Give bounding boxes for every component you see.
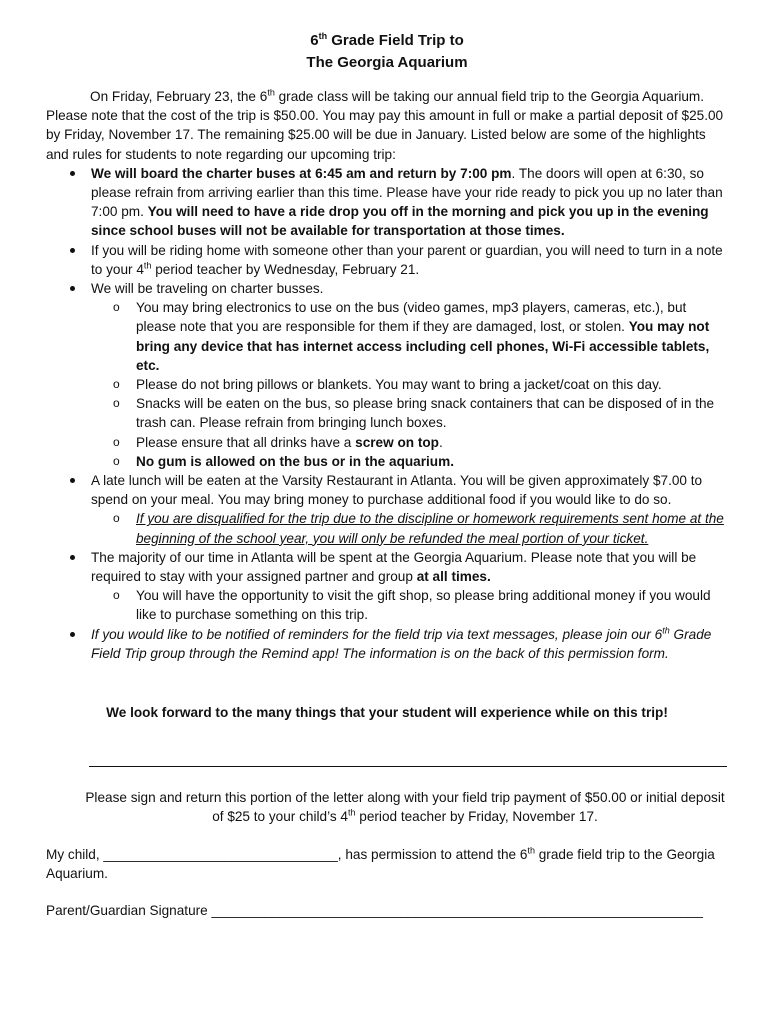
bus-rules-sublist	[91, 298, 728, 471]
page-title	[46, 30, 728, 74]
tear-off-divider	[89, 766, 727, 767]
title-line-2: The Georgia Aquarium	[306, 54, 468, 71]
sub-item-refund-policy: o If you are disqualified for the trip due to the discipline or homework requirements sent home at the beginning of the school year, you will only be refunded the meal portion of your ticket.	[91, 509, 728, 547]
title-line-1: 6th Grade Field Trip to	[310, 31, 464, 49]
list-item-bus-times: We will board the charter buses at 6:45 am and return by 7:00 pm. The doors will open at 6:30, so please refrain from arriving earlier than this time. Please have your ride ready to pick you up no later than 7:00 pm. You will need to have a ride drop you off in the morning and pick you up in the evening since school buses will not be available for transportation at those times.	[46, 164, 728, 241]
permission-statement: My child, _______________________________, has permission to attend the 6th grade field trip to the Georgia Aquarium.	[46, 845, 715, 882]
signature-line: Parent/Guardian Signature _________________________________________________________________	[46, 903, 703, 918]
closing-statement: We look forward to the many things that your student will experience while on this trip!	[106, 705, 668, 721]
sub-item-gift-shop: o You will have the opportunity to visit the gift shop, so please bring additional money if you would like to purchase something on this trip.	[91, 586, 728, 624]
sub-item-electronics: o You may bring electronics to use on the bus (video games, mp3 players, cameras, etc.), but please note that you are responsible for them if they are damaged, lost, or stolen. You may not bring any device that has internet access including cell phones, Wi-Fi accessible tablets, etc.	[91, 298, 728, 375]
list-item-charter-busses: We will be traveling on charter busses. o You may bring electronics to use on the bus (video games, mp3 players, cameras, etc.), but please note that you are responsible for them if they are damaged, lost, or stolen. You may not bring any device that has internet access including cell phones, Wi-Fi accessible tablets, etc. o Please do not bring pillows or blankets. You may want to bring a jacket/coat on this day. o Snacks will be eaten on the bus, so please bring snack containers that can be disposed of in the trash can. Please refrain from bringing lunch boxes. o Please ensure that all drinks have a screw on top. o No gum is allowed on the bus or in the aquarium.	[46, 279, 728, 471]
lunch-sublist	[91, 509, 728, 547]
sub-item-snacks: o Snacks will be eaten on the bus, so please bring snack containers that can be disposed of in the trash can. Please refrain from bringing lunch boxes.	[91, 394, 728, 432]
list-item-remind-app: If you would like to be notified of reminders for the field trip via text messages, please join our 6th Grade Field Trip group through the Remind app! The information is on the back of this permission form.	[46, 625, 728, 663]
aquarium-sublist	[91, 586, 728, 624]
permission-letter	[46, 30, 728, 722]
sub-item-no-gum: o No gum is allowed on the bus or in the aquarium.	[91, 452, 728, 471]
sub-item-drinks: o Please ensure that all drinks have a screw on top.	[91, 433, 728, 452]
rules-list	[46, 164, 728, 663]
list-item-lunch: A late lunch will be eaten at the Varsity Restaurant in Atlanta. You will be given approximately $7.00 to spend on your meal. You may bring money to purchase additional food if you would like to do so. o If you are disqualified for the trip due to the discipline or homework requirements sent home at the beginning of the school year, you will only be refunded the meal portion of your ticket.	[46, 471, 728, 548]
intro-paragraph: On Friday, February 23, the 6th grade class will be taking our annual field trip to the Georgia Aquarium. Please note that the cost of the trip is $50.00. You may pay this amount in full or make a partial deposit of $25.00 by Friday, November 17. The remaining $25.00 will be due in January. Listed below are some of the highlights and rules for students to note regarding our upcoming trip:	[46, 87, 724, 162]
list-item-aquarium: The majority of our time in Atlanta will be spent at the Georgia Aquarium. Please note that you will be required to stay with your assigned partner and group at all times. o You will have the opportunity to visit the gift shop, so please bring additional money if you would like to purchase something on this trip.	[46, 548, 728, 625]
list-item-riding-home: If you will be riding home with someone other than your parent or guardian, you will need to turn in a note to your 4th period teacher by Wednesday, February 21.	[46, 241, 728, 279]
sub-item-pillows: o Please do not bring pillows or blankets. You may want to bring a jacket/coat on this day.	[91, 375, 728, 394]
return-instructions: Please sign and return this portion of the letter along with your field trip payment of $50.00 or initial deposit of $25 to your child’s 4th period teacher by Friday, November 17.	[85, 790, 725, 825]
